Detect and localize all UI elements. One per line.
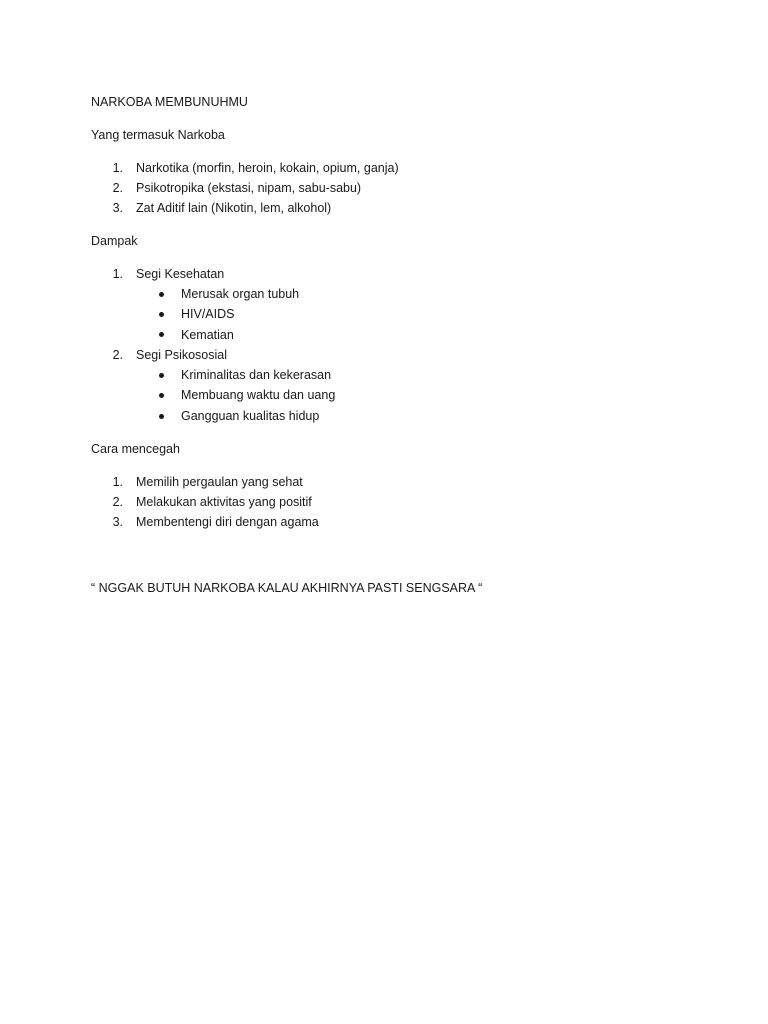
list-number: 2. (112, 348, 123, 362)
sub-list-item: Membuang waktu dan uang (181, 388, 336, 402)
list-number: 2. (112, 181, 123, 195)
sub-list-item: Kematian (181, 328, 234, 342)
bullet-icon (159, 393, 164, 398)
list-item: Membentengi diri dengan agama (136, 515, 319, 529)
sub-list-item: Gangguan kualitas hidup (181, 409, 320, 423)
list-number: 1. (112, 475, 123, 489)
bullet-icon (159, 373, 164, 378)
list-number: 3. (112, 201, 123, 215)
list-item: Psikotropika (ekstasi, nipam, sabu-sabu) (136, 181, 362, 195)
bullet-icon (159, 414, 164, 419)
list-item: Memilih pergaulan yang sehat (136, 475, 303, 489)
slogan-text: “ NGGAK BUTUH NARKOBA KALAU AKHIRNYA PASTI SENGSARA “ (91, 581, 483, 595)
list-item: Narkotika (morfin, heroin, kokain, opium, ganja) (136, 161, 399, 175)
list-item: Segi Psikososial (136, 348, 228, 362)
sub-list-item: Merusak organ tubuh (181, 287, 300, 301)
list-number: 1. (112, 267, 123, 281)
section-heading-dampak: Dampak (91, 234, 138, 248)
list-item: Zat Aditif lain (Nikotin, lem, alkohol) (136, 201, 332, 215)
list-number: 3. (112, 515, 123, 529)
sub-list-item: HIV/AIDS (181, 307, 235, 321)
bullet-icon (159, 312, 164, 317)
list-number: 1. (112, 161, 123, 175)
list-item: Segi Kesehatan (136, 267, 225, 281)
bullet-icon (159, 292, 164, 297)
section-heading-mencegah: Cara mencegah (91, 442, 180, 456)
list-number: 2. (112, 495, 123, 509)
sub-list-item: Kriminalitas dan kekerasan (181, 368, 332, 382)
list-item: Melakukan aktivitas yang positif (136, 495, 312, 509)
section-heading-narkoba: Yang termasuk Narkoba (91, 128, 225, 142)
bullet-icon (159, 332, 164, 337)
document-title: NARKOBA MEMBUNUHMU (91, 95, 248, 109)
